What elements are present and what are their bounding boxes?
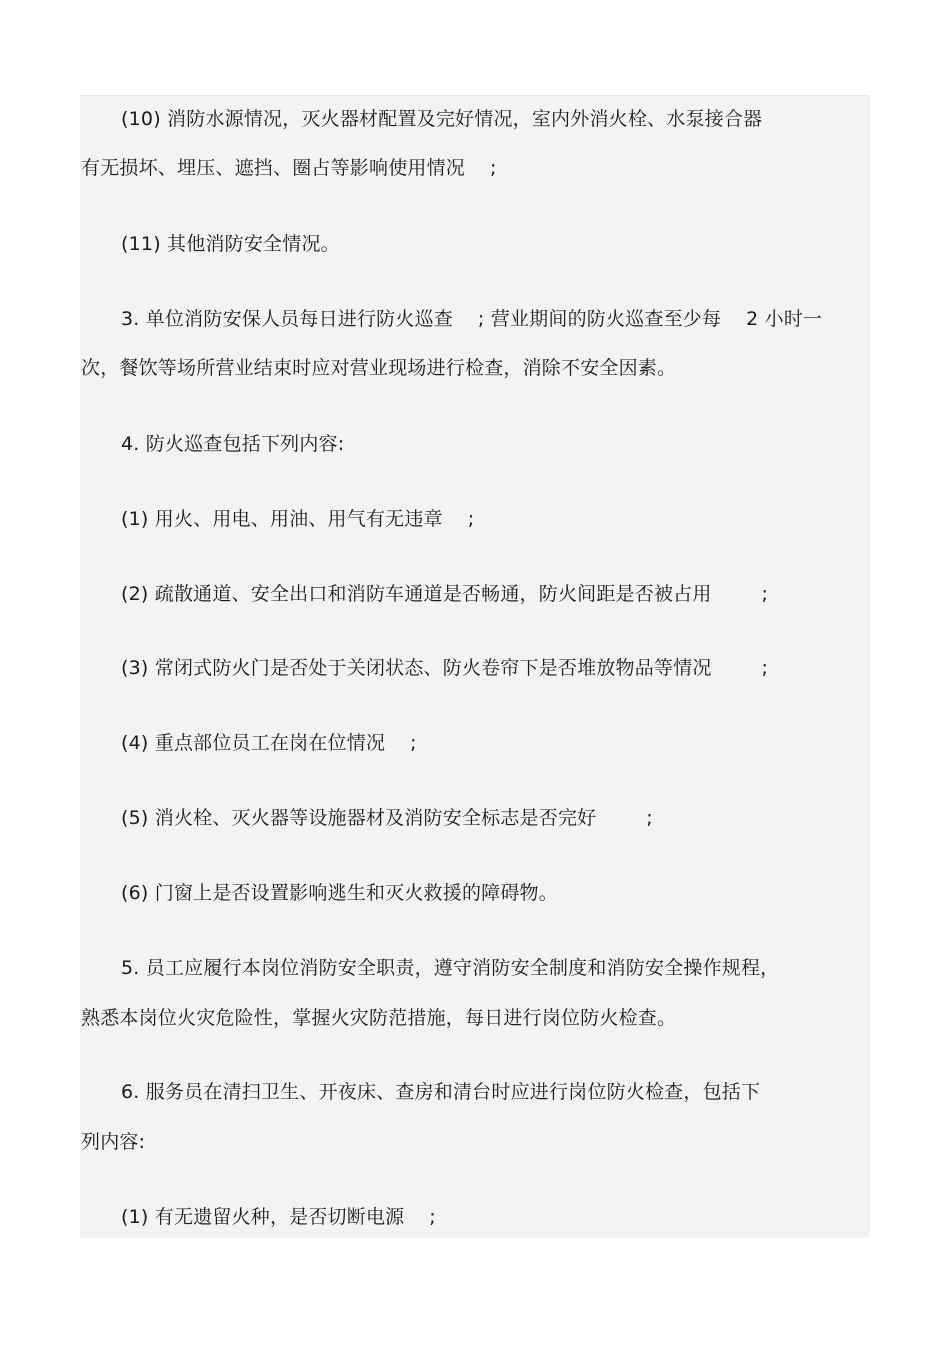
- text-line-item-6: 6. 服务员在清扫卫生、开夜床、查房和清台时应进行岗位防火检查，包括下: [121, 1081, 761, 1103]
- text-line-10-continued: 有无损坏、埋压、遮挡、圈占等影响使用情况 ;: [81, 157, 497, 179]
- text-line-4-1: (1) 用火、用电、用油、用气有无违章 ;: [121, 508, 475, 530]
- text-line-item-4-heading: 4. 防火巡查包括下列内容:: [121, 433, 345, 455]
- text-line-item-5-continued: 熟悉本岗位火灾危险性，掌握火灾防范措施，每日进行岗位防火检查。: [81, 1007, 677, 1029]
- text-line-4-6: (6) 门窗上是否设置影响逃生和灭火救援的障碍物。: [121, 882, 558, 904]
- text-line-11-other: (11) 其他消防安全情况。: [121, 233, 340, 255]
- text-line-item-3-continued: 次，餐饮等场所营业结束时应对营业现场进行检查，消除不安全因素。: [81, 357, 677, 379]
- text-line-item-5: 5. 员工应履行本岗位消防安全职责，遵守消防安全制度和消防安全操作规程，: [121, 957, 780, 979]
- text-line-4-5: (5) 消火栓、灭火器等设施器材及消防安全标志是否完好 ;: [121, 807, 653, 829]
- text-line-6-1: (1) 有无遗留火种，是否切断电源 ;: [121, 1206, 436, 1228]
- text-line-item-3: 3. 单位消防安保人员每日进行防火巡查 ; 营业期间的防火巡查至少每 2 小时一: [121, 308, 823, 330]
- text-line-4-2: (2) 疏散通道、安全出口和消防车通道是否畅通，防火间距是否被占用 ;: [121, 583, 769, 605]
- text-line-4-4: (4) 重点部位员工在岗在位情况 ;: [121, 732, 417, 754]
- text-line-10-water-source: (10) 消防水源情况，灭火器材配置及完好情况，室内外消火栓、水泵接合器: [121, 108, 763, 130]
- document-page: [80, 95, 870, 1238]
- text-line-item-6-continued: 列内容:: [81, 1131, 146, 1153]
- text-line-4-3: (3) 常闭式防火门是否处于关闭状态、防火卷帘下是否堆放物品等情况 ;: [121, 657, 769, 679]
